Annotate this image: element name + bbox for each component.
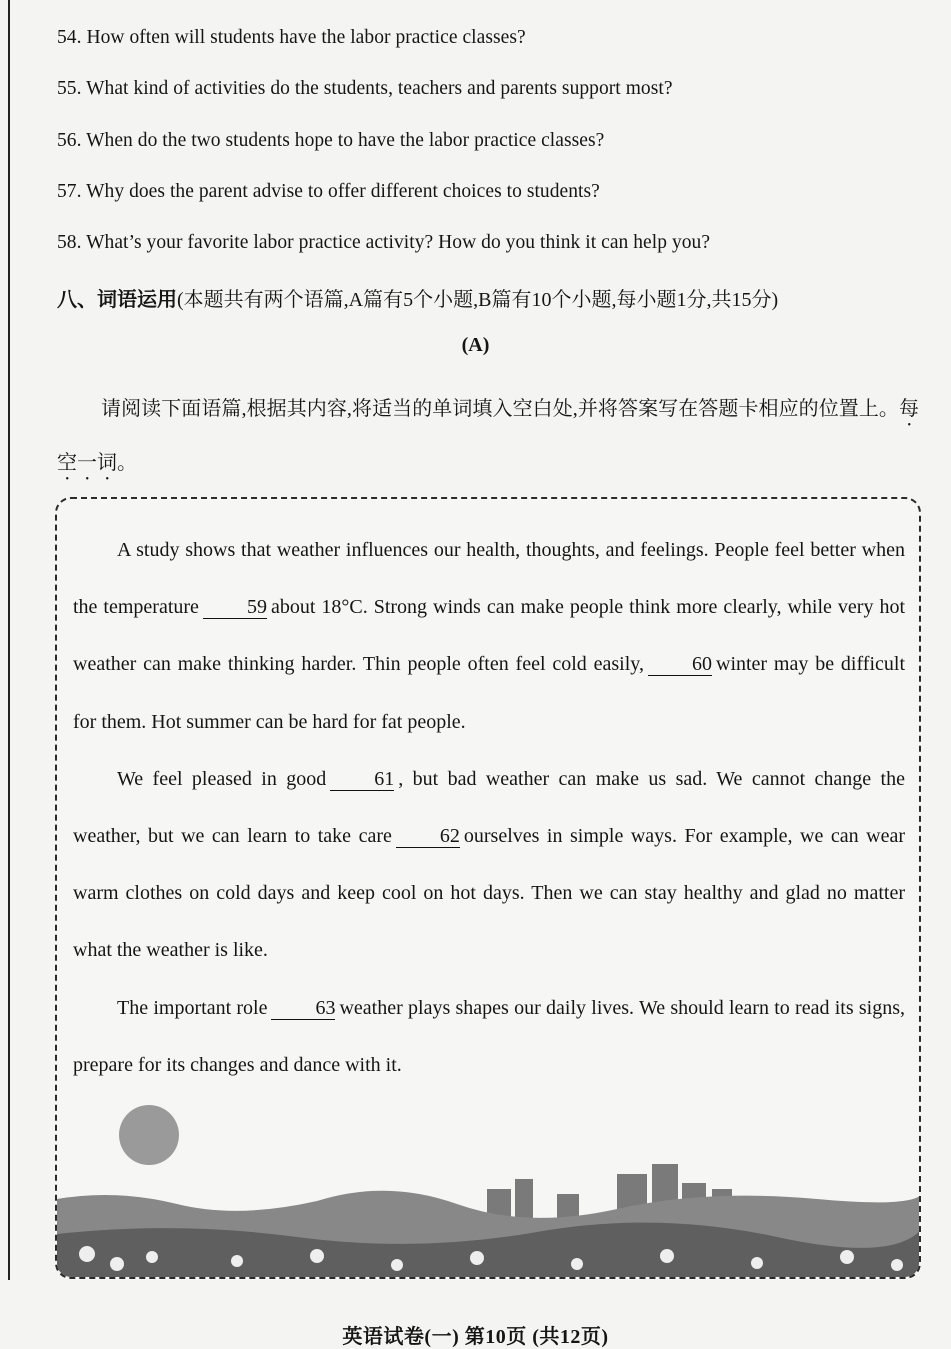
blank-60: 60: [648, 653, 712, 676]
instruction-emphasis: 每空一词: [57, 398, 919, 474]
passage-paragraph-3: [73, 980, 905, 1094]
passage-paragraph-2: [73, 751, 905, 980]
instruction-end: 。: [117, 452, 137, 474]
blank-59: 59: [203, 596, 267, 619]
blank-62: 62: [396, 825, 460, 848]
passage-text-2b: , but bad weather can make us sad. We cannot change the weather, but we can learn to take care: [73, 767, 905, 848]
passage-paragraph-1: [73, 522, 905, 751]
passage-text-3a: The important role: [117, 996, 268, 1019]
section-heading: [57, 283, 778, 312]
part-a-label: (A): [461, 334, 490, 356]
instruction-text: 请阅读下面语篇,根据其内容,将适当的单词填入空白处,并将答案写在答题卡相应的位置上。: [101, 398, 899, 420]
blank-63: 63: [271, 997, 335, 1020]
question-55: 55. What kind of activities do the students, teachers and parents support most?: [57, 78, 673, 99]
question-56: 56. When do the two students hope to have the labor practice classes?: [57, 130, 605, 151]
section-title: 八、词语运用: [57, 289, 177, 311]
passage-text-2a: We feel pleased in good: [117, 767, 327, 790]
passage-text-1b: about 18°C. Strong winds can make people think more clearly, while very hot weather can make thinking harder. Thin people often feel cold easily,: [73, 596, 906, 676]
blank-61: 61: [330, 768, 394, 791]
instruction: [57, 382, 919, 490]
binding-margin-line: [8, 0, 10, 1280]
passage-text-2c: ourselves in simple ways. For example, we can wear warm clothes on cold days and keep cool on hot days. Then we can stay healthy and glad no matter what the weather is like.: [73, 825, 905, 962]
question-57: 57. Why does the parent advise to offer different choices to students?: [57, 181, 600, 202]
passage-text: [73, 522, 905, 1094]
section-note: (本题共有两个语篇,A篇有5个小题,B篇有10个小题,每小题1分,共15分): [177, 289, 779, 311]
passage-text-1c: winter may be difficult for them. Hot summer can be hard for fat people.: [73, 653, 905, 733]
sun-illustration: [119, 1105, 179, 1165]
question-58: 58. What’s your favorite labor practice activity? How do you think it can help you?: [57, 232, 711, 253]
passage-text-1a: A study shows that weather influences our health, thoughts, and feelings. People feel better when the temperature: [73, 539, 905, 619]
page-footer: 英语试卷(一) 第10页 (共12页): [342, 1326, 609, 1348]
passage-text-3b: weather plays shapes our daily lives. We should learn to read its signs, prepare for its changes and dance with it.: [73, 996, 906, 1076]
question-54: 54. How often will students have the labor practice classes?: [57, 27, 526, 48]
